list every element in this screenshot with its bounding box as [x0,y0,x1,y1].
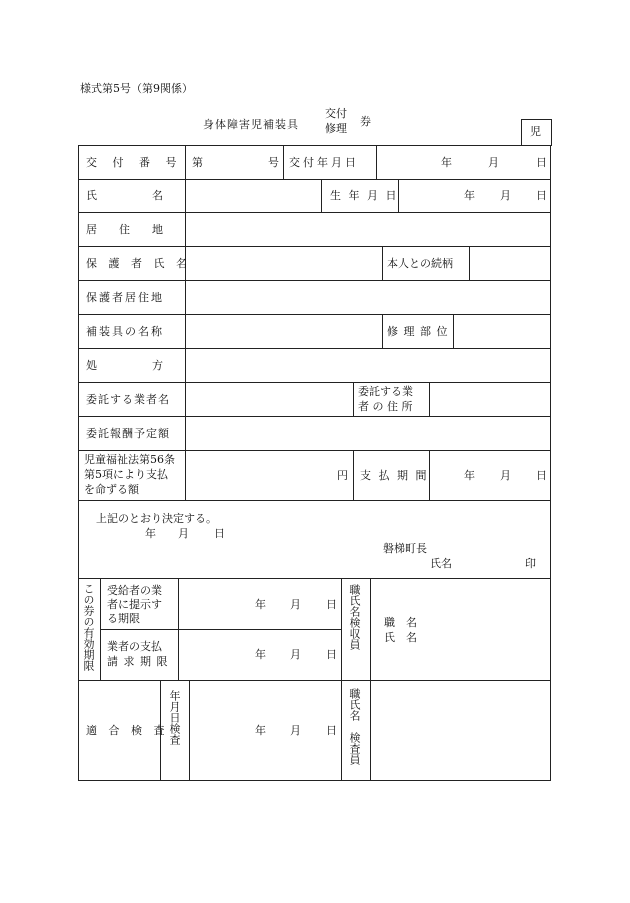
validity-shi: 氏 名 [384,631,417,644]
label-law-3: を命ずる額 [84,483,139,496]
validity-inspector-label: 職氏名検収員 [348,584,361,650]
validity-r1-l2: 者に提示す [107,598,162,611]
form-number: 様式第5号（第9関係） [80,82,193,95]
label-relation: 本人との続柄 [387,257,453,270]
inspection-day: 日 [326,724,337,737]
label-contractor-address-1: 委託する業 [358,385,413,398]
validity-r1-year: 年 [255,598,266,611]
label-koufu-bangou: 交 付 番 号 [86,156,183,169]
validity-r1-month: 月 [290,598,301,611]
label-dai: 第 [192,156,203,169]
inspection-inspector-label: 職氏名 検査員 [348,688,361,765]
label-repair-part: 修 理 部 位 [387,325,449,338]
label-contractor: 委託する業者名 [86,393,170,406]
koufu-month: 月 [488,156,499,169]
koufu-day: 日 [536,156,547,169]
title-suffix: 券 [360,115,371,128]
decision-seal: 印 [525,557,536,570]
label-guardian-address: 保護者居住地 [86,291,164,304]
inspection-date-label: 年月日検査 [168,690,181,745]
inspection-year: 年 [255,724,266,737]
decision-year: 年 [145,527,156,540]
pay-month: 月 [500,469,511,482]
label-fee: 委託報酬予定額 [86,427,170,440]
validity-r1-l1: 受給者の業 [107,584,162,597]
label-koufu-date: 交付年月日 [289,156,359,169]
decision-month: 月 [178,527,189,540]
title-stack-top: 交付 [325,107,347,120]
decision-town: 磐梯町長 [383,542,427,555]
label-pay-period: 支 払 期 間 [360,469,429,482]
validity-label: この券の有効期限 [82,583,95,671]
validity-r2-month: 月 [290,648,301,661]
koufu-year: 年 [441,156,452,169]
validity-r2-day: 日 [326,648,337,661]
label-yen: 円 [337,469,348,482]
title-main: 身体障害児補装具 [203,118,299,131]
label-birth: 生 年 月 日 [330,189,399,202]
validity-r1-l3: る期限 [107,612,140,625]
inspection-label: 適 合 検 査 [86,724,169,737]
decision-text: 上記のとおり決定する。 [96,512,217,525]
validity-r2-l1: 業者の支払 [107,640,162,653]
validity-shoku: 職 名 [384,616,417,629]
birth-day: 日 [536,189,547,202]
birth-month: 月 [500,189,511,202]
label-device-name: 補装具の名称 [86,325,164,338]
validity-r2-year: 年 [255,648,266,661]
validity-r1-day: 日 [326,598,337,611]
birth-year: 年 [464,189,475,202]
pay-year: 年 [464,469,475,482]
title-stack-bottom: 修理 [325,122,347,135]
label-address: 居 住 地 [86,223,163,236]
label-law-2: 第5項により支払 [84,468,168,481]
corner-box-label: 児 [530,125,541,138]
label-contractor-address-2: 者 の 住 所 [358,400,413,413]
label-gou: 号 [268,156,279,169]
validity-r2-l2: 請 求 期 限 [107,655,169,668]
decision-day: 日 [214,527,225,540]
pay-day: 日 [536,469,547,482]
decision-shimei: 氏名 [430,557,452,570]
label-prescription: 処 方 [86,359,163,372]
label-name: 氏 名 [86,189,163,202]
label-law-1: 児童福祉法第56条 [84,453,175,466]
label-guardian-name: 保 護 者 氏 名 [86,257,191,270]
inspection-month: 月 [290,724,301,737]
